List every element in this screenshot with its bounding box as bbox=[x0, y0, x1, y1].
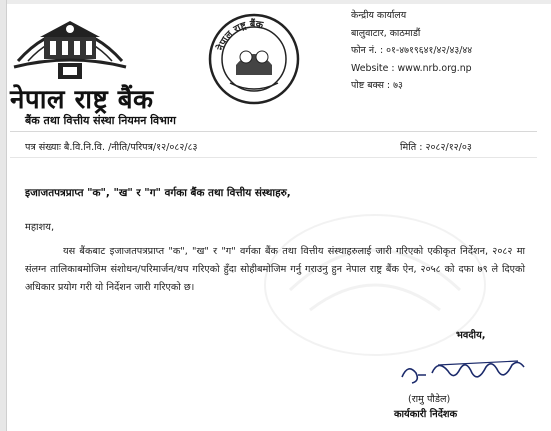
office-address: बालुवाटार, काठमाडौं bbox=[351, 27, 421, 39]
reference-divider bbox=[10, 157, 537, 158]
office-po-box: पोष्ट बक्स : ७३ bbox=[351, 80, 403, 92]
bank-name-heading: नेपाल राष्ट्र बैंक bbox=[10, 85, 154, 115]
bank-emblem-logo bbox=[10, 9, 130, 85]
bank-seal bbox=[208, 13, 300, 105]
viewer-left-border bbox=[0, 0, 7, 431]
letter-date: मिति : २०८२/१२/०३ bbox=[400, 142, 472, 153]
handwritten-signature bbox=[398, 355, 530, 389]
signer-name: (रामु पौडेल) bbox=[408, 394, 451, 405]
office-phone: फोन नं. : ०१-४७१९६४१/४२/४३/४४ bbox=[351, 45, 473, 57]
reference-number: पत्र संख्याः बै.वि.नि.वि. /नीति/परिपत्र/१२/०८२/८३ bbox=[25, 142, 198, 153]
letter-body bbox=[25, 243, 525, 296]
seal-text: नेपाल राष्ट्र बैंक bbox=[215, 18, 264, 53]
office-website: Website : www.nrb.org.np bbox=[351, 62, 472, 74]
office-contact-block bbox=[351, 7, 472, 95]
viewer-top-border bbox=[0, 0, 551, 4]
salutation: महाशय, bbox=[25, 222, 55, 233]
office-name: केन्द्रीय कार्यालय bbox=[351, 10, 407, 21]
svg-text:नेपाल राष्ट्र बैंक bbox=[214, 18, 265, 53]
header-divider bbox=[10, 131, 537, 132]
body-paragraph: यस बैंकबाट इजाजतपत्रप्राप्त "क", "ख" र "ग" वर्गका बैंक तथा वित्तीय संस्थाहरुलाई जारी गरिएको एकीकृत निर्देशन, २०८२ मा संलग्न तालिकाबमोजिम संशोधन/परिमार्जन/थप गरिएको हुँदा सोहीबमोजिम गर्नु गराउनु हुन नेपाल राष्ट्र बैंक ऐन, २०५८ को दफा ७९ ले दिएको अधिकार प्रयोग गरी यो निर्देशन जारी गरिएको छ। bbox=[25, 246, 525, 293]
closing: भवदीय, bbox=[456, 330, 486, 341]
department-name: बैंक तथा वित्तीय संस्था नियमन विभाग bbox=[25, 114, 176, 127]
signer-title: कार्यकारी निर्देशक bbox=[394, 409, 458, 420]
recipient-line: इजाजतपत्रप्राप्त "क", "ख" र "ग" वर्गका बैंक तथा वित्तीय संस्थाहरु, bbox=[25, 187, 291, 199]
